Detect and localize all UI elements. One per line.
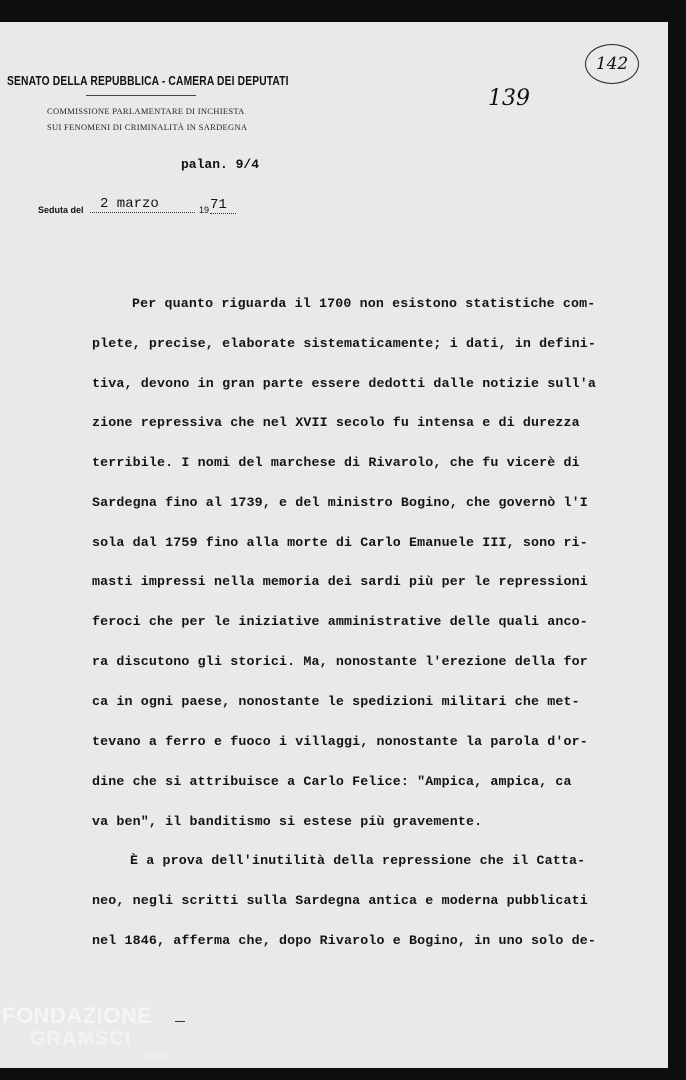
seduta-date: 2 marzo bbox=[90, 196, 195, 213]
heading-underline bbox=[86, 95, 196, 96]
institution-heading: SENATO DELLA REPUBBLICA - CAMERA DEI DEPUTATI bbox=[7, 74, 289, 88]
watermark-logo-line-3: onlus bbox=[146, 1051, 168, 1061]
body-line: va ben", il banditismo si estese più gravemente. bbox=[92, 814, 483, 829]
page-stamp: 142 bbox=[585, 44, 639, 84]
body-line: feroci che per le iniziative amministrative delle quali anco- bbox=[92, 614, 588, 629]
body-line: plete, precise, elaborate sistematicamente; i dati, in defini- bbox=[92, 336, 597, 351]
body-line: nel 1846, afferma che, dopo Rivarolo e Bogino, in uno solo de- bbox=[92, 933, 597, 948]
body-line: masti impressi nella memoria dei sardi più per le repressioni bbox=[92, 574, 588, 589]
body-line: dine che si attribuisce a Carlo Felice: "Ampica, ampica, ca bbox=[92, 774, 572, 789]
watermark-logo-line-2: GRAMSCI bbox=[30, 1028, 132, 1050]
body-line: terribile. I nomi del marchese di Rivarolo, che fu vicerè di bbox=[92, 455, 580, 470]
body-line: ca in ogni paese, nonostante le spedizioni militari che met- bbox=[92, 694, 580, 709]
body-line: zione repressiva che nel XVII secolo fu intensa e di durezza bbox=[92, 415, 580, 430]
document-page bbox=[0, 22, 668, 1068]
body-line: sola dal 1759 fino alla morte di Carlo Emanuele III, sono ri- bbox=[92, 535, 588, 550]
footer-dash bbox=[175, 1021, 185, 1022]
body-line: Sardegna fino al 1739, e del ministro Bogino, che governò l'I bbox=[92, 495, 588, 510]
watermark-logo: FONDAZIONE bbox=[2, 1003, 153, 1028]
handwritten-page-number: 139 bbox=[488, 86, 530, 111]
body-line: neo, negli scritti sulla Sardegna antica e moderna pubblicati bbox=[92, 893, 588, 908]
body-line: ra discutono gli storici. Ma, nonostante l'erezione della for bbox=[92, 654, 588, 669]
body-line: tiva, devono in gran parte essere dedotti dalle notizie sull'a bbox=[92, 376, 597, 391]
document-reference: palan. 9/4 bbox=[181, 157, 260, 172]
year-suffix: 71 bbox=[210, 197, 236, 214]
commission-line-2: SUI FENOMENI DI CRIMINALITÀ IN SARDEGNA bbox=[47, 122, 248, 132]
year-prefix: 19 bbox=[199, 205, 210, 215]
body-line: È a prova dell'inutilità della repressione che il Catta- bbox=[130, 853, 586, 868]
commission-line-1: COMMISSIONE PARLAMENTARE DI INCHIESTA bbox=[47, 106, 245, 116]
seduta-label: Seduta del bbox=[38, 205, 84, 215]
body-line: Per quanto riguarda il 1700 non esistono statistiche com- bbox=[132, 296, 596, 311]
body-line: tevano a ferro e fuoco i villaggi, nonostante la parola d'or- bbox=[92, 734, 588, 749]
